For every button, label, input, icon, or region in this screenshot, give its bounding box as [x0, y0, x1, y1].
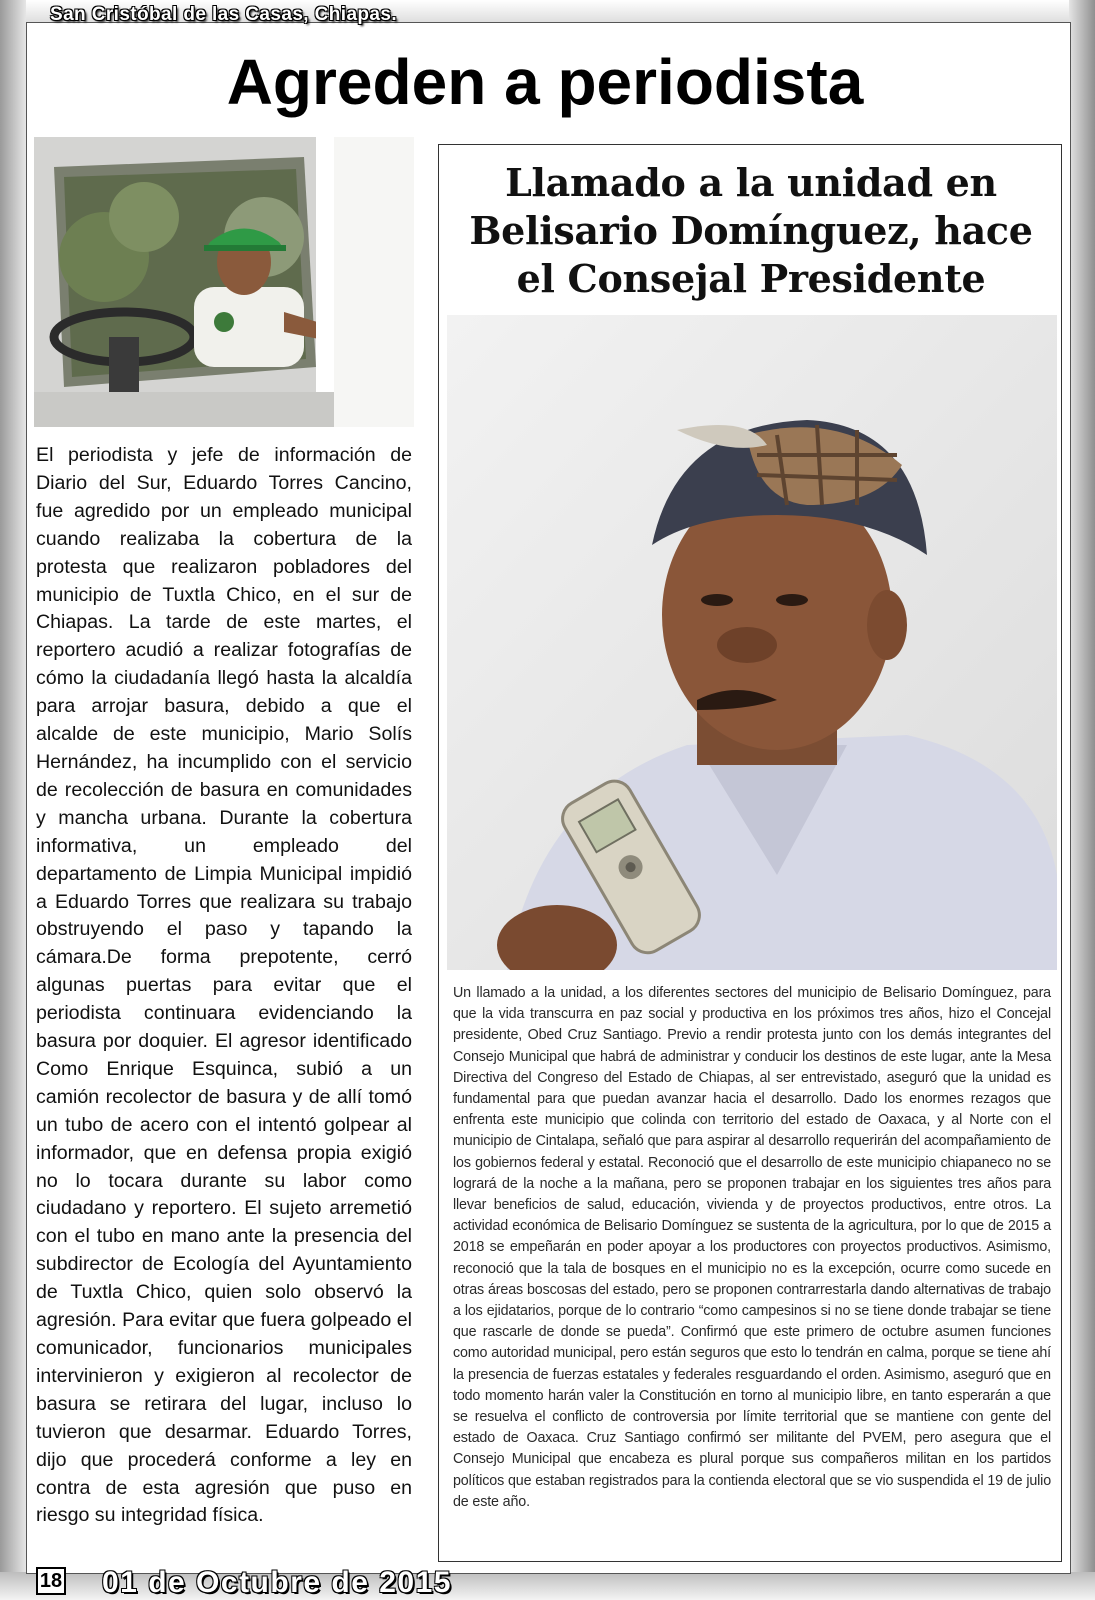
main-headline: Agreden a periodista	[226, 46, 864, 118]
truck-driver-photo	[34, 137, 414, 427]
page-frame-right	[1069, 0, 1095, 1600]
main-article-body: El periodista y jefe de información de Diario del Sur, Eduardo Torres Cancino, fue agredido por un empleado municipal cuando realizaba la cobertura de la protesta que realizaron pobladores del municipio de Tuxtla Chico, en el sur de Chiapas. La tarde de este martes, el reportero acudió a realizar fotografías de cómo la ciudadanía llegó hasta la alcaldía para arrojar basura, debido a que el alcalde de este municipio, Mario Solís Hernández, ha incumplido con el servicio de recolección de basura en comunidades y mancha urbana. Durante la cobertura informativa, un empleado del departamento de Limpia Municipal impidió a Eduardo Torres que realizara su trabajo obstruyendo el paso y tapando la cámara.De forma prepotente, cerró algunas puertas para evitar que el periodista continuara evidenciando la basura por doquier. El agresor identificado Como Enrique Esquinca, subió a un camión recolector de basura y de allí tomó un tubo de acero con el intentó golpear al informador, que en defensa propia exigió no lo tocara durante su labor como ciudadano y reportero. El sujeto arremetió con el tubo en mano ante la presencia del subdirector de Ecología del Ayuntamiento de Tuxtla Chico, quien solo observó la agresión. Para evitar que fuera golpeado el comunicador, funcionarios municipales intervinieron y exigieron al recolector de basura se retirara del lugar, incluso lo tuvieron que desarmar. Eduardo Torres, dijo que procederá conforme a ley en contra de esta agresión que puso en riesgo su integridad física.	[36, 444, 412, 1527]
location-banner: San Cristóbal de las Casas, Chiapas.	[50, 4, 398, 25]
secondary-headline-line-1: Llamado a la unidad en	[505, 160, 997, 205]
secondary-headline-line-2: Belisario Domínguez, hace	[469, 208, 1033, 253]
page-number: 18	[36, 1567, 66, 1595]
secondary-article-body: Un llamado a la unidad, a los diferentes sectores del municipio de Belisario Domínguez, para que la vida transcurra en paz social y productiva en los próximos tres años, hizo el Concejal presidente, Obed Cruz Santiago. Previo a rendir protesta junto con los demás integrantes del Consejo Municipal que habrá de administrar y conducir los destinos de este lugar, ante la Mesa Directiva del Congreso del Estado de Chiapas, al ser entrevistado, aseguró que la unidad es fundamental para que puedan avanzar hacia el desarrollo. Dado los enormes rezagos que enfrenta este municipio que colinda con territorio del estado de Oaxaca, y al Norte con el municipio de Cintalapa, señaló que para aspirar al desarrollo requerirán del acompañamiento de los gobiernos federal y estatal. Reconoció que el desarrollo de este municipio chiapaneco no se logrará de la noche a la mañana, pero se proponen trabajar en los siguientes tres años para llevar beneficios de salud, educación, vivienda y de proyectos productivos, entre otros. La actividad económica de Belisario Domínguez se sustenta de la agricultura, por lo que de 2015 a 2018 se empeñarán en poder apoyar a los productores con proyectos productivos. Asimismo, reconoció que la tala de bosques en el municipio no es la excepción, ocurre como sucede en otras áreas boscosas del estado, pero se proponen contrarrestarla dando alternativas de trabajo a los ejidatarios, porque de lo contrario “como campesinos si no se tiene donde trabajar se tiene que rascarle de donde se pueda”. Confirmó que este primero de octubre asumen funciones como autoridad municipal, pero están seguros que esto lo tendrán en calma, porque se tiene ahí la presencia de fuerzas estatales y federales resguardando el orden. Asimismo, aseguró que en todo momento harán valer la Constitución en torno al municipio libre, en tanto esperarán a que se resuelva el conflicto de controversia por límite territorial que se mantiene con gente del estado de Oaxaca. Cruz Santiago confirmó ser militante del PVEM, pero asegura que el Consejo Municipal que encabeza es plural porque sus compañeros militan en los partidos políticos que estaban registrados para la contienda electoral que se vio suspendida el 19 de julio de este año.	[453, 985, 1051, 1510]
man-in-cap-illustration	[447, 315, 1057, 970]
man-in-cap-photo	[447, 315, 1057, 970]
page-frame-left	[0, 0, 26, 1600]
secondary-headline-line-3: el Consejal Presidente	[516, 256, 986, 301]
issue-date: 01 de Octubre de 2015	[102, 1566, 452, 1599]
secondary-headline	[439, 159, 1063, 303]
secondary-story-box	[438, 144, 1062, 1562]
truck-driver-illustration	[34, 137, 414, 427]
